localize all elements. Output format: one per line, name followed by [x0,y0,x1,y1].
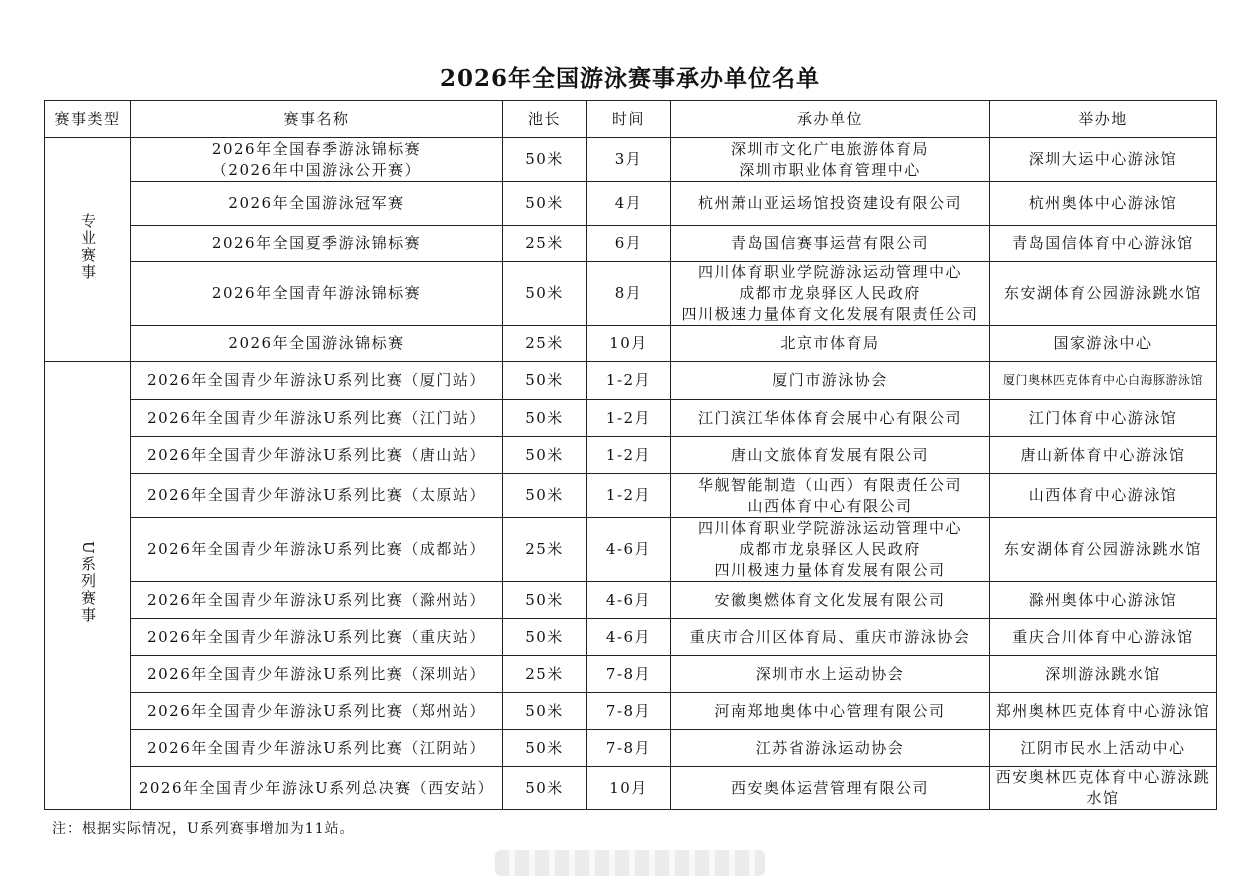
host-cell-line: 四川体育职业学院游泳运动管理中心 [697,263,962,281]
time-cell: 10月 [587,326,671,362]
table-row [45,693,1217,730]
venue-cell: 滁州奥体中心游泳馆 [990,582,1217,619]
venue-cell: 厦门奥林匹克体育中心白海豚游泳馆 [990,362,1217,400]
event-name-cell [131,182,503,226]
event-name-cell [131,437,503,474]
event-name-cell-line: 2026年全国青年游泳锦标赛 [211,284,422,302]
event-name-cell [131,362,503,400]
event-name-cell [131,582,503,619]
host-cell [671,474,990,518]
header-event-name: 赛事名称 [131,101,503,138]
event-name-cell-line: 2026年全国青少年游泳U系列比赛（江阴站） [147,738,486,757]
host-cell [671,437,990,474]
time-cell: 4-6月 [587,582,671,619]
table-row [45,656,1217,693]
host-cell-line: 山西体育中心有限公司 [747,496,913,515]
pool-length-cell: 50米 [503,262,587,326]
venue-cell: 深圳大运中心游泳馆 [990,138,1217,182]
host-cell [671,518,990,582]
event-name-cell [131,400,503,437]
table-row [45,730,1217,767]
time-cell: 7-8月 [587,730,671,767]
host-cell [671,262,990,326]
host-cell-line: 江门滨江华体体育会展中心有限公司 [697,408,962,427]
time-cell: 1-2月 [587,437,671,474]
time-cell: 7-8月 [587,693,671,730]
host-cell [671,400,990,437]
host-cell-line: 北京市体育局 [780,334,880,352]
host-cell-line: 青岛国信赛事运营有限公司 [730,234,929,252]
event-name-cell-line: 2026年全国青少年游泳U系列比赛（太原站） [147,486,486,504]
pool-length-cell: 25米 [503,226,587,262]
time-cell: 3月 [587,138,671,182]
table-row [45,400,1217,437]
event-name-cell-line: 2026年全国游泳锦标赛 [228,334,405,352]
time-cell: 1-2月 [587,362,671,400]
pool-length-cell: 50米 [503,474,587,518]
table-row [45,326,1217,362]
footnote: 注：根据实际情况，U系列赛事增加为11站。 [52,821,355,837]
host-cell [671,326,990,362]
venue-cell: 东安湖体育公园游泳跳水馆 [990,518,1217,582]
pool-length-cell: 50米 [503,582,587,619]
venue-cell: 东安湖体育公园游泳跳水馆 [990,262,1217,326]
category-cell [45,138,131,362]
venue-cell: 杭州奥体中心游泳馆 [990,182,1217,226]
table-row [45,138,1217,182]
table-row [45,362,1217,400]
host-cell-line: 深圳市水上运动协会 [755,664,905,683]
table-row [45,182,1217,226]
pool-length-cell: 25米 [503,656,587,693]
pool-length-cell: 50米 [503,437,587,474]
event-name-cell-line: 2026年全国青少年游泳U系列比赛（滁州站） [147,590,486,609]
table-row [45,518,1217,582]
host-cell-line: 四川极速力量体育文化发展有限责任公司 [681,305,979,323]
pool-length-cell: 50米 [503,693,587,730]
category-label: U系列赛事 [79,541,97,624]
pool-length-cell: 50米 [503,138,587,182]
host-cell-line: 四川极速力量体育发展有限公司 [714,561,946,579]
host-cell-line: 西安奥体运营管理有限公司 [730,778,929,797]
host-cell [671,730,990,767]
time-cell: 8月 [587,262,671,326]
host-cell [671,767,990,810]
host-cell [671,226,990,262]
event-name-cell-line: （2026年中国游泳公开赛） [211,160,422,179]
time-cell: 4-6月 [587,518,671,582]
event-name-cell-line: 2026年全国春季游泳锦标赛 [211,139,422,158]
host-cell [671,582,990,619]
table-row [45,262,1217,326]
pool-length-cell: 50米 [503,182,587,226]
event-name-cell-line: 2026年全国青少年游泳U系列比赛（深圳站） [147,664,486,683]
host-cell-line: 华舰智能制造（山西）有限责任公司 [697,475,962,494]
host-cell-line: 唐山文旅体育发展有限公司 [730,445,929,464]
event-name-cell [131,619,503,656]
pool-length-cell: 50米 [503,400,587,437]
time-cell: 4月 [587,182,671,226]
table-header-row [45,101,1217,138]
event-name-cell [131,730,503,767]
pool-length-cell: 50米 [503,730,587,767]
event-name-cell-line: 2026年全国青少年游泳U系列比赛（厦门站） [147,371,486,389]
venue-cell: 唐山新体育中心游泳馆 [990,437,1217,474]
event-name-cell [131,474,503,518]
event-name-cell-line: 2026年全国游泳冠军赛 [228,194,405,212]
time-cell: 4-6月 [587,619,671,656]
host-cell-line: 深圳市文化广电旅游体育局 [730,139,929,158]
host-cell-line: 河南郑地奥体中心管理有限公司 [714,701,946,720]
pool-length-cell: 50米 [503,767,587,810]
host-cell [671,693,990,730]
table-row [45,582,1217,619]
event-name-cell-line: 2026年全国青少年游泳U系列比赛（重庆站） [147,627,486,646]
venue-cell: 重庆合川体育中心游泳馆 [990,619,1217,656]
table-row [45,767,1217,810]
event-name-cell [131,138,503,182]
time-cell: 7-8月 [587,656,671,693]
host-cell-line: 杭州萧山亚运场馆投资建设有限公司 [697,194,962,212]
venue-cell: 国家游泳中心 [990,326,1217,362]
event-table [44,100,1217,810]
host-cell [671,362,990,400]
host-cell-line: 厦门市游泳协会 [772,371,888,389]
venue-cell: 青岛国信体育中心游泳馆 [990,226,1217,262]
host-cell-line: 深圳市职业体育管理中心 [739,160,921,179]
table-row [45,226,1217,262]
event-name-cell [131,518,503,582]
host-cell-line: 成都市龙泉驿区人民政府 [739,540,921,558]
event-name-cell [131,767,503,810]
venue-cell: 山西体育中心游泳馆 [990,474,1217,518]
header-pool-length: 池长 [503,101,587,138]
event-name-cell [131,693,503,730]
venue-cell: 西安奥林匹克体育中心游泳跳水馆 [990,767,1217,810]
time-cell: 1-2月 [587,400,671,437]
host-cell [671,138,990,182]
watermark [495,850,765,876]
host-cell-line: 四川体育职业学院游泳运动管理中心 [697,519,962,537]
host-cell-line: 成都市龙泉驿区人民政府 [739,284,921,302]
venue-cell: 江阴市民水上活动中心 [990,730,1217,767]
pool-length-cell: 50米 [503,362,587,400]
event-name-cell-line: 2026年全国青少年游泳U系列比赛（江门站） [147,408,486,427]
host-cell-line: 江苏省游泳运动协会 [755,738,905,757]
header-venue: 举办地 [990,101,1217,138]
pool-length-cell: 25米 [503,326,587,362]
event-name-cell-line: 2026年全国青少年游泳U系列比赛（唐山站） [147,445,486,464]
table-row [45,437,1217,474]
event-name-cell-line: 2026年全国夏季游泳锦标赛 [211,234,422,252]
venue-cell: 深圳游泳跳水馆 [990,656,1217,693]
header-category: 赛事类型 [45,101,131,138]
event-name-cell [131,226,503,262]
venue-cell: 郑州奥林匹克体育中心游泳馆 [990,693,1217,730]
event-name-cell [131,326,503,362]
time-cell: 10月 [587,767,671,810]
host-cell [671,619,990,656]
pool-length-cell: 25米 [503,518,587,582]
venue-cell: 江门体育中心游泳馆 [990,400,1217,437]
host-cell [671,656,990,693]
category-label: 专业赛事 [79,212,97,281]
event-name-cell-line: 2026年全国青少年游泳U系列总决赛（西安站） [138,778,495,797]
host-cell-line: 安徽奥燃体育文化发展有限公司 [714,590,946,609]
pool-length-cell: 50米 [503,619,587,656]
header-time: 时间 [587,101,671,138]
time-cell: 1-2月 [587,474,671,518]
host-cell-line: 重庆市合川区体育局、重庆市游泳协会 [689,627,971,646]
event-name-cell [131,656,503,693]
event-name-cell-line: 2026年全国青少年游泳U系列比赛（郑州站） [147,701,486,720]
table-row [45,474,1217,518]
host-cell [671,182,990,226]
time-cell: 6月 [587,226,671,262]
header-host: 承办单位 [671,101,990,138]
table-row [45,619,1217,656]
category-cell [45,362,131,810]
event-name-cell-line: 2026年全国青少年游泳U系列比赛（成都站） [147,540,486,558]
event-name-cell [131,262,503,326]
document-title: 2026年全国游泳赛事承办单位名单 [439,65,820,92]
